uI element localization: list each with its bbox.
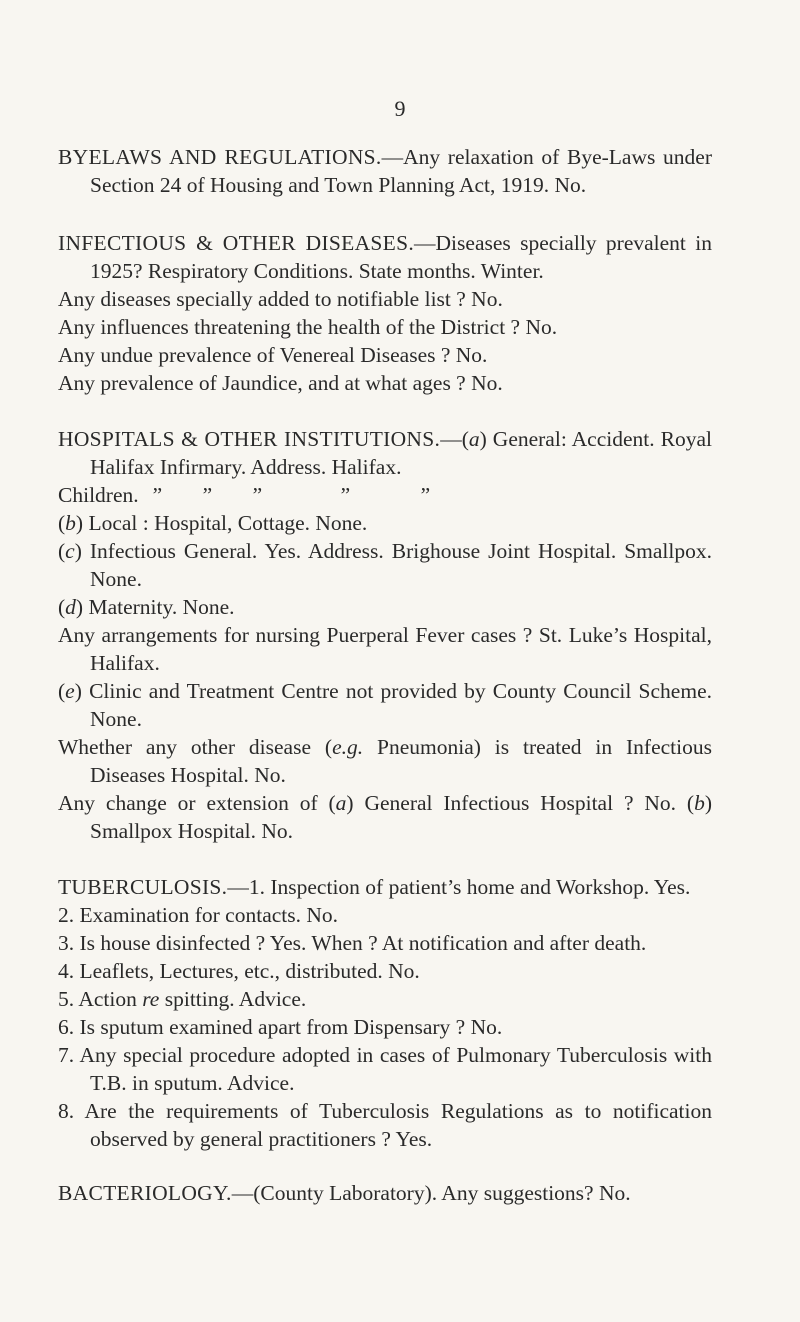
item-letter: e [65,679,75,703]
item-number: 5. [58,987,75,1011]
hospitals-item-e: (e) Clinic and Treatment Centre not provided by County Council Scheme. None. [58,679,712,731]
hospitals-item-c: (c) Infectious General. Yes. Address. Brighouse Joint Hospital. Smallpox. None. [58,539,712,591]
item-text: spitting. Advice. [159,987,307,1011]
item-text: Infectious General. Yes. Address. Brighouse Joint Hospital. Smallpox. None. [89,539,712,591]
item-number: 2. [58,903,75,927]
item-text: Any special procedure adopted in cases of Pulmonary Tuberculosis with T.B. in sputum. Advice. [79,1043,712,1095]
infectious-item: Any prevalence of Jaundice, and at what ages ? No. [58,371,503,395]
item-text: Clinic and Treatment Centre not provided by County Council Scheme. None. [89,679,712,731]
item-number: 7. [58,1043,75,1067]
item-text: Examination for contacts. No. [79,903,339,927]
item-text: Are the requirements of Tuberculosis Regulations as to notification observed by general practitioners ? Yes. [84,1099,712,1151]
tuberculosis-item [0,901,800,929]
tuberculosis-item [0,929,800,957]
byelaws-text: —Any relaxation of Bye-Laws under Section 24 of Housing and Town Planning Act, 1919. No. [90,145,712,197]
whether-eg: e.g. [332,735,364,759]
ditto-mark: ” [340,483,351,507]
item-number: 6. [58,1015,75,1039]
whether-suffix: Pneumonia) is treated in Infectious Diseases Hospital. No. [90,735,712,787]
infectious-item: Any diseases specially added to notifiable list ? No. [58,287,503,311]
infectious-item: Any influences threatening the health of the District ? No. [58,315,558,339]
tuberculosis-section [0,873,800,901]
bacteriology-heading: BACTERIOLOGY. [58,1181,232,1205]
tuberculosis-heading: TUBERCULOSIS. [58,875,228,899]
byelaws-section [0,143,800,199]
hospitals-whether [0,733,800,789]
whether-prefix: Whether any other disease ( [58,735,333,759]
hospitals-section [0,425,800,481]
bacteriology-text: —(County Laboratory). Any suggestions? No. [231,1181,631,1205]
item-text-em: re [142,987,160,1011]
ditto-mark: ” [152,483,163,507]
byelaws-heading: BYELAWS AND REGULATIONS. [58,145,382,169]
change-suffix: ) Smallpox Hospital. No. [90,791,712,843]
hospitals-heading: HOSPITALS & OTHER INSTITUTIONS. [58,427,441,451]
infectious-heading: INFECTIOUS & OTHER DISEASES. [58,231,415,255]
hospitals-children-row [0,481,800,509]
ditto-mark: ” [420,483,431,507]
item-letter: d [65,595,76,619]
tuberculosis-item [0,1097,800,1153]
children-label: Children. [58,483,139,507]
hospitals-change [0,789,800,845]
infectious-text: —Diseases specially prevalent in 1925? Respiratory Conditions. State months. Winter. [90,231,712,283]
change-mid: ) General Infectious Hospital ? No. ( [346,791,695,815]
hospitals-intro-letter: a [468,427,480,451]
document-body [0,143,800,1207]
infectious-item: Any undue prevalence of Venereal Diseases ? No. [58,343,488,367]
hospitals-intro-prefix: —( [440,427,469,451]
item-number: 8. [58,1099,75,1123]
tuberculosis-item [0,1013,800,1041]
change-letter-b: b [694,791,705,815]
item-letter: c [65,539,75,563]
bacteriology-section [0,1179,800,1207]
item-number: 4. [58,959,75,983]
item-text: Is sputum examined apart from Dispensary ? No. [79,1015,503,1039]
change-prefix: Any change or extension of ( [58,791,336,815]
ditto-mark: ” [202,483,213,507]
infectious-section [0,229,800,285]
item-number: 3. [58,931,75,955]
tuberculosis-item [0,985,800,1013]
hospitals-item-b: (b) Local : Hospital, Cottage. None. [58,511,368,535]
tuberculosis-item [0,1041,800,1097]
hospitals-intro-text: ) General: Accident. Royal Halifax Infirmary. Address. Halifax. [90,427,712,479]
tuberculosis-item [0,957,800,985]
item-text: Action [78,987,143,1011]
change-letter-a: a [335,791,347,815]
hospitals-item-d: (d) Maternity. None. [58,595,235,619]
tuberculosis-first: —1. Inspection of patient’s home and Workshop. Yes. [227,875,691,899]
item-text: Leaflets, Lectures, etc., distributed. No. [79,959,420,983]
hospitals-puerperal: Any arrangements for nursing Puerperal Fever cases ? St. Luke’s Hospital, Halifax. [58,623,712,675]
item-text: Local : Hospital, Cottage. None. [88,511,368,535]
ditto-mark: ” [252,483,263,507]
item-text: Maternity. None. [88,595,235,619]
item-letter: b [65,511,76,535]
item-text: Is house disinfected ? Yes. When ? At notification and after death. [79,931,647,955]
page-number: 9 [394,96,406,121]
